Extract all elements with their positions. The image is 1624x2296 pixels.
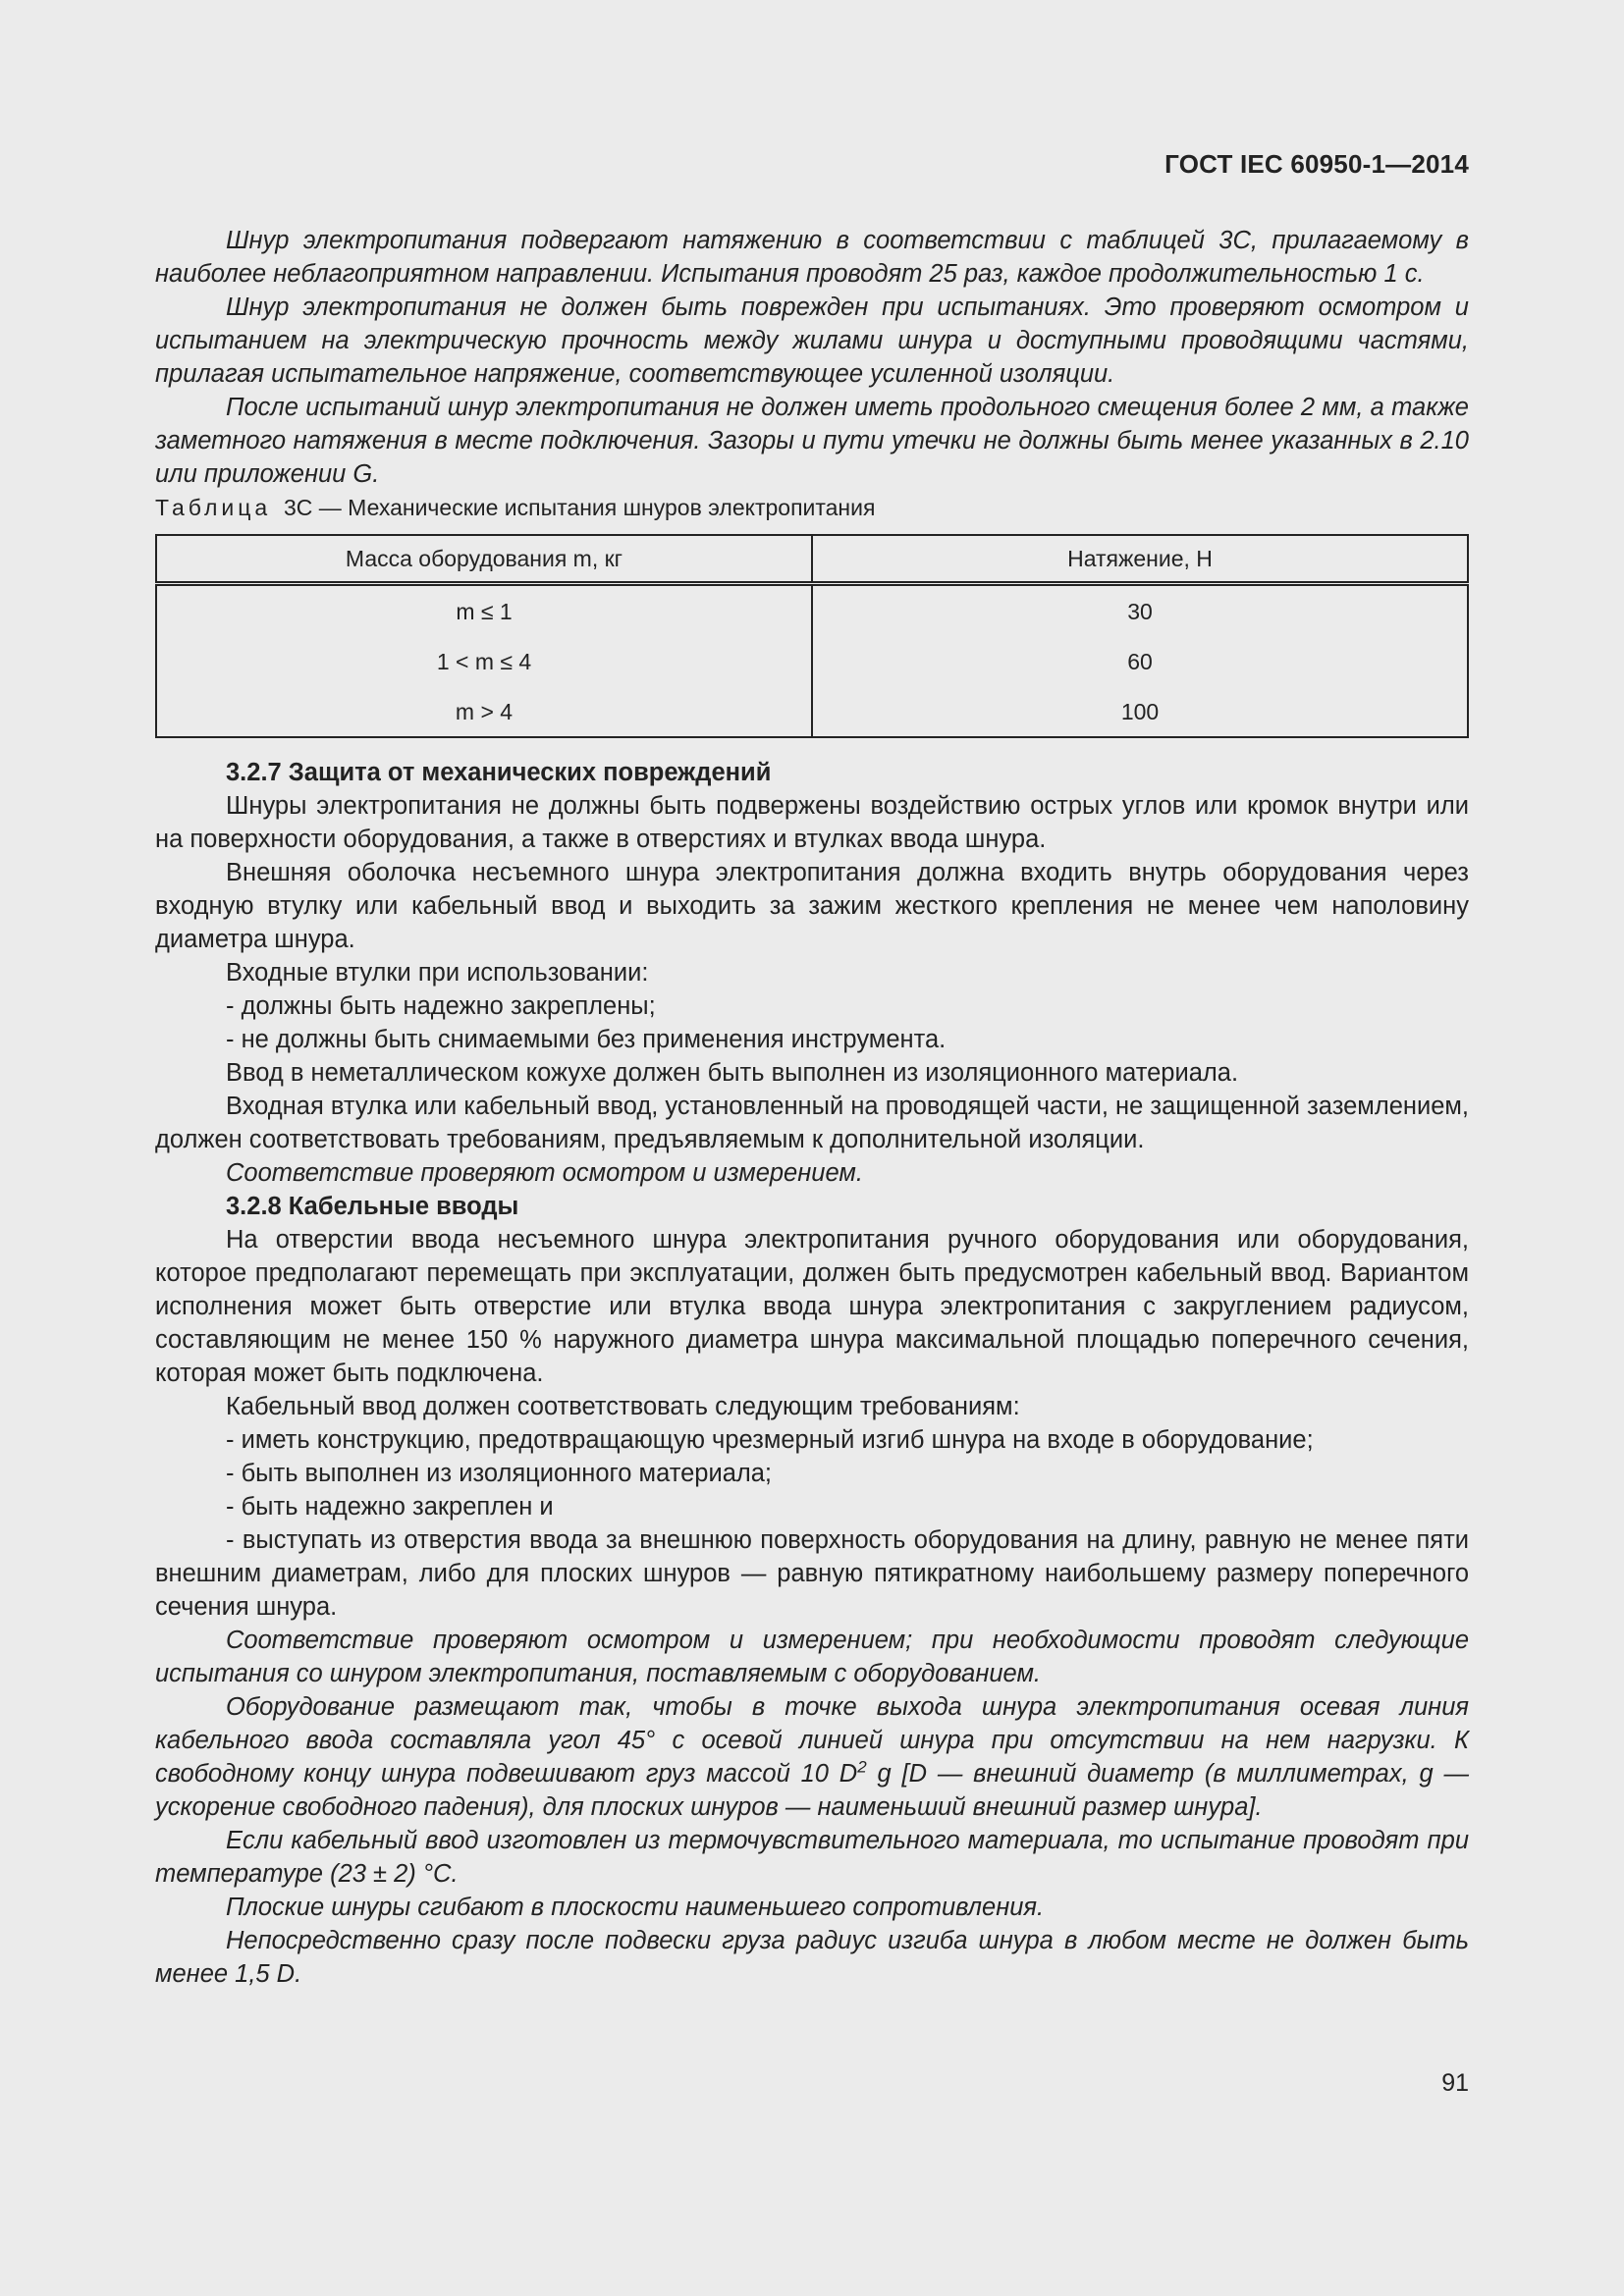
column-header-mass: Масса оборудования m, кг — [156, 535, 812, 584]
paragraph: Шнуры электропитания не должны быть подвержены воздействию острых углов или кромок внутри или на поверхности оборудования, а также в отверстиях и втулках ввода шнура. — [155, 792, 1469, 853]
list-item: - не должны быть снимаемыми без применения инструмента. — [226, 1026, 947, 1053]
table-row — [156, 584, 1468, 637]
list-item: - должны быть надежно закреплены; — [226, 992, 656, 1020]
paragraph: После испытаний шнур электропитания не должен иметь продольного смещения более 2 мм, а также заметного натяжения в месте подключения. Зазоры и пути утечки не должны быть менее указанных в 2.10 или приложении G. — [155, 394, 1469, 488]
paragraph — [155, 1690, 1469, 1824]
paragraph: Соответствие проверяют осмотром и измерением; при необходимости проводят следующие испытания со шнуром электропитания, поставляемым с оборудованием. — [155, 1627, 1469, 1687]
paragraph: На отверстии ввода несъемного шнура электропитания ручного оборудования или оборудования, которое предполагают перемещать при эксплуатации, должен быть предусмотрен кабельный ввод. Вариантом исполнения может быть отверстие или втулка ввода шнура электропитания с закруглением радиусом, составляющим не менее 150 % наружного диаметра шнура максимальной площадью поперечного сечения, которая может быть подключена. — [155, 1226, 1469, 1387]
paragraph: Внешняя оболочка несъемного шнура электропитания должна входить внутрь оборудования через входную втулку или кабельный ввод и выходить за зажим жесткого крепления не менее чем наполовину диаметра шнура. — [155, 859, 1469, 953]
table-cell-tension: 60 — [812, 636, 1468, 686]
paragraph: Если кабельный ввод изготовлен из термочувствительного материала, то испытание проводят при температуре (23 ± 2) °С. — [155, 1827, 1469, 1888]
section-heading-3-2-7: 3.2.7 Защита от механических повреждений — [226, 759, 772, 786]
table-caption-text: 3С — Механические испытания шнуров электропитания — [283, 495, 876, 520]
standard-code-header: ГОСТ IEC 60950-1—2014 — [1164, 149, 1469, 179]
paragraph: Непосредственно сразу после подвески груза радиус изгиба шнура в любом месте не должен быть менее 1,5 D. — [155, 1927, 1469, 1988]
table-cell-mass: m > 4 — [156, 686, 812, 737]
superscript: 2 — [857, 1757, 867, 1777]
section-heading-3-2-8: 3.2.8 Кабельные вводы — [226, 1193, 519, 1220]
table-caption-label: Таблица — [155, 495, 272, 520]
paragraph: Соответствие проверяют осмотром и измерением. — [226, 1159, 863, 1187]
paragraph: Входная втулка или кабельный ввод, установленный на проводящей части, не защищенной заземлением, должен соответствовать требованиям, предъявляемым к дополнительной изоляции. — [155, 1093, 1469, 1153]
table-caption — [155, 491, 1469, 524]
table-cell-mass: m ≤ 1 — [156, 584, 812, 637]
paragraph: Ввод в неметаллическом кожухе должен быть выполнен из изоляционного материала. — [226, 1059, 1239, 1087]
page-content — [155, 224, 1469, 1991]
paragraph: Кабельный ввод должен соответствовать следующим требованиям: — [226, 1393, 1020, 1420]
paragraph: Плоские шнуры сгибают в плоскости наименьшего сопротивления. — [226, 1894, 1045, 1921]
mechanical-tests-table — [155, 534, 1469, 738]
text-run: g [D — внешний диаметр (в миллиметрах, g — ускорение свободного падения), для плоских шнуров — наименьший внешний размер шнура]. — [155, 1760, 1469, 1821]
paragraph: Входные втулки при использовании: — [226, 959, 649, 987]
table-row — [156, 636, 1468, 686]
list-item: - выступать из отверстия ввода за внешнюю поверхность оборудования на длину, равную не менее пяти внешним диаметрам, либо для плоских шнуров — равную пятикратному наибольшему размеру поперечного сечения шнура. — [155, 1526, 1469, 1621]
table-row — [156, 686, 1468, 737]
text-run: Оборудование размещают так, чтобы в точке выхода шнура электропитания осевая линия кабельного ввода составляла угол 45° с осевой линией шнура при отсутствии на нем нагрузки. К свободному концу шнура подвешивают груз массой 10 D — [155, 1693, 1469, 1788]
page-number: 91 — [1441, 2069, 1469, 2097]
list-item: - иметь конструкцию, предотвращающую чрезмерный изгиб шнура на входе в оборудование; — [226, 1426, 1314, 1454]
table-header-row — [156, 535, 1468, 584]
table-cell-mass: 1 < m ≤ 4 — [156, 636, 812, 686]
table-cell-tension: 100 — [812, 686, 1468, 737]
list-item: - быть надежно закреплен и — [226, 1493, 554, 1521]
list-item: - быть выполнен из изоляционного материала; — [226, 1460, 773, 1487]
column-header-tension: Натяжение, Н — [812, 535, 1468, 584]
table-cell-tension: 30 — [812, 584, 1468, 637]
paragraph: Шнур электропитания подвергают натяжению в соответствии с таблицей 3С, прилагаемому в наиболее неблагоприятном направлении. Испытания проводят 25 раз, каждое продолжительностью 1 с. — [155, 227, 1469, 288]
paragraph: Шнур электропитания не должен быть поврежден при испытаниях. Это проверяют осмотром и испытанием на электрическую прочность между жилами шнура и доступными проводящими частями, прилагая испытательное напряжение, соответствующее усиленной изоляции. — [155, 294, 1469, 388]
